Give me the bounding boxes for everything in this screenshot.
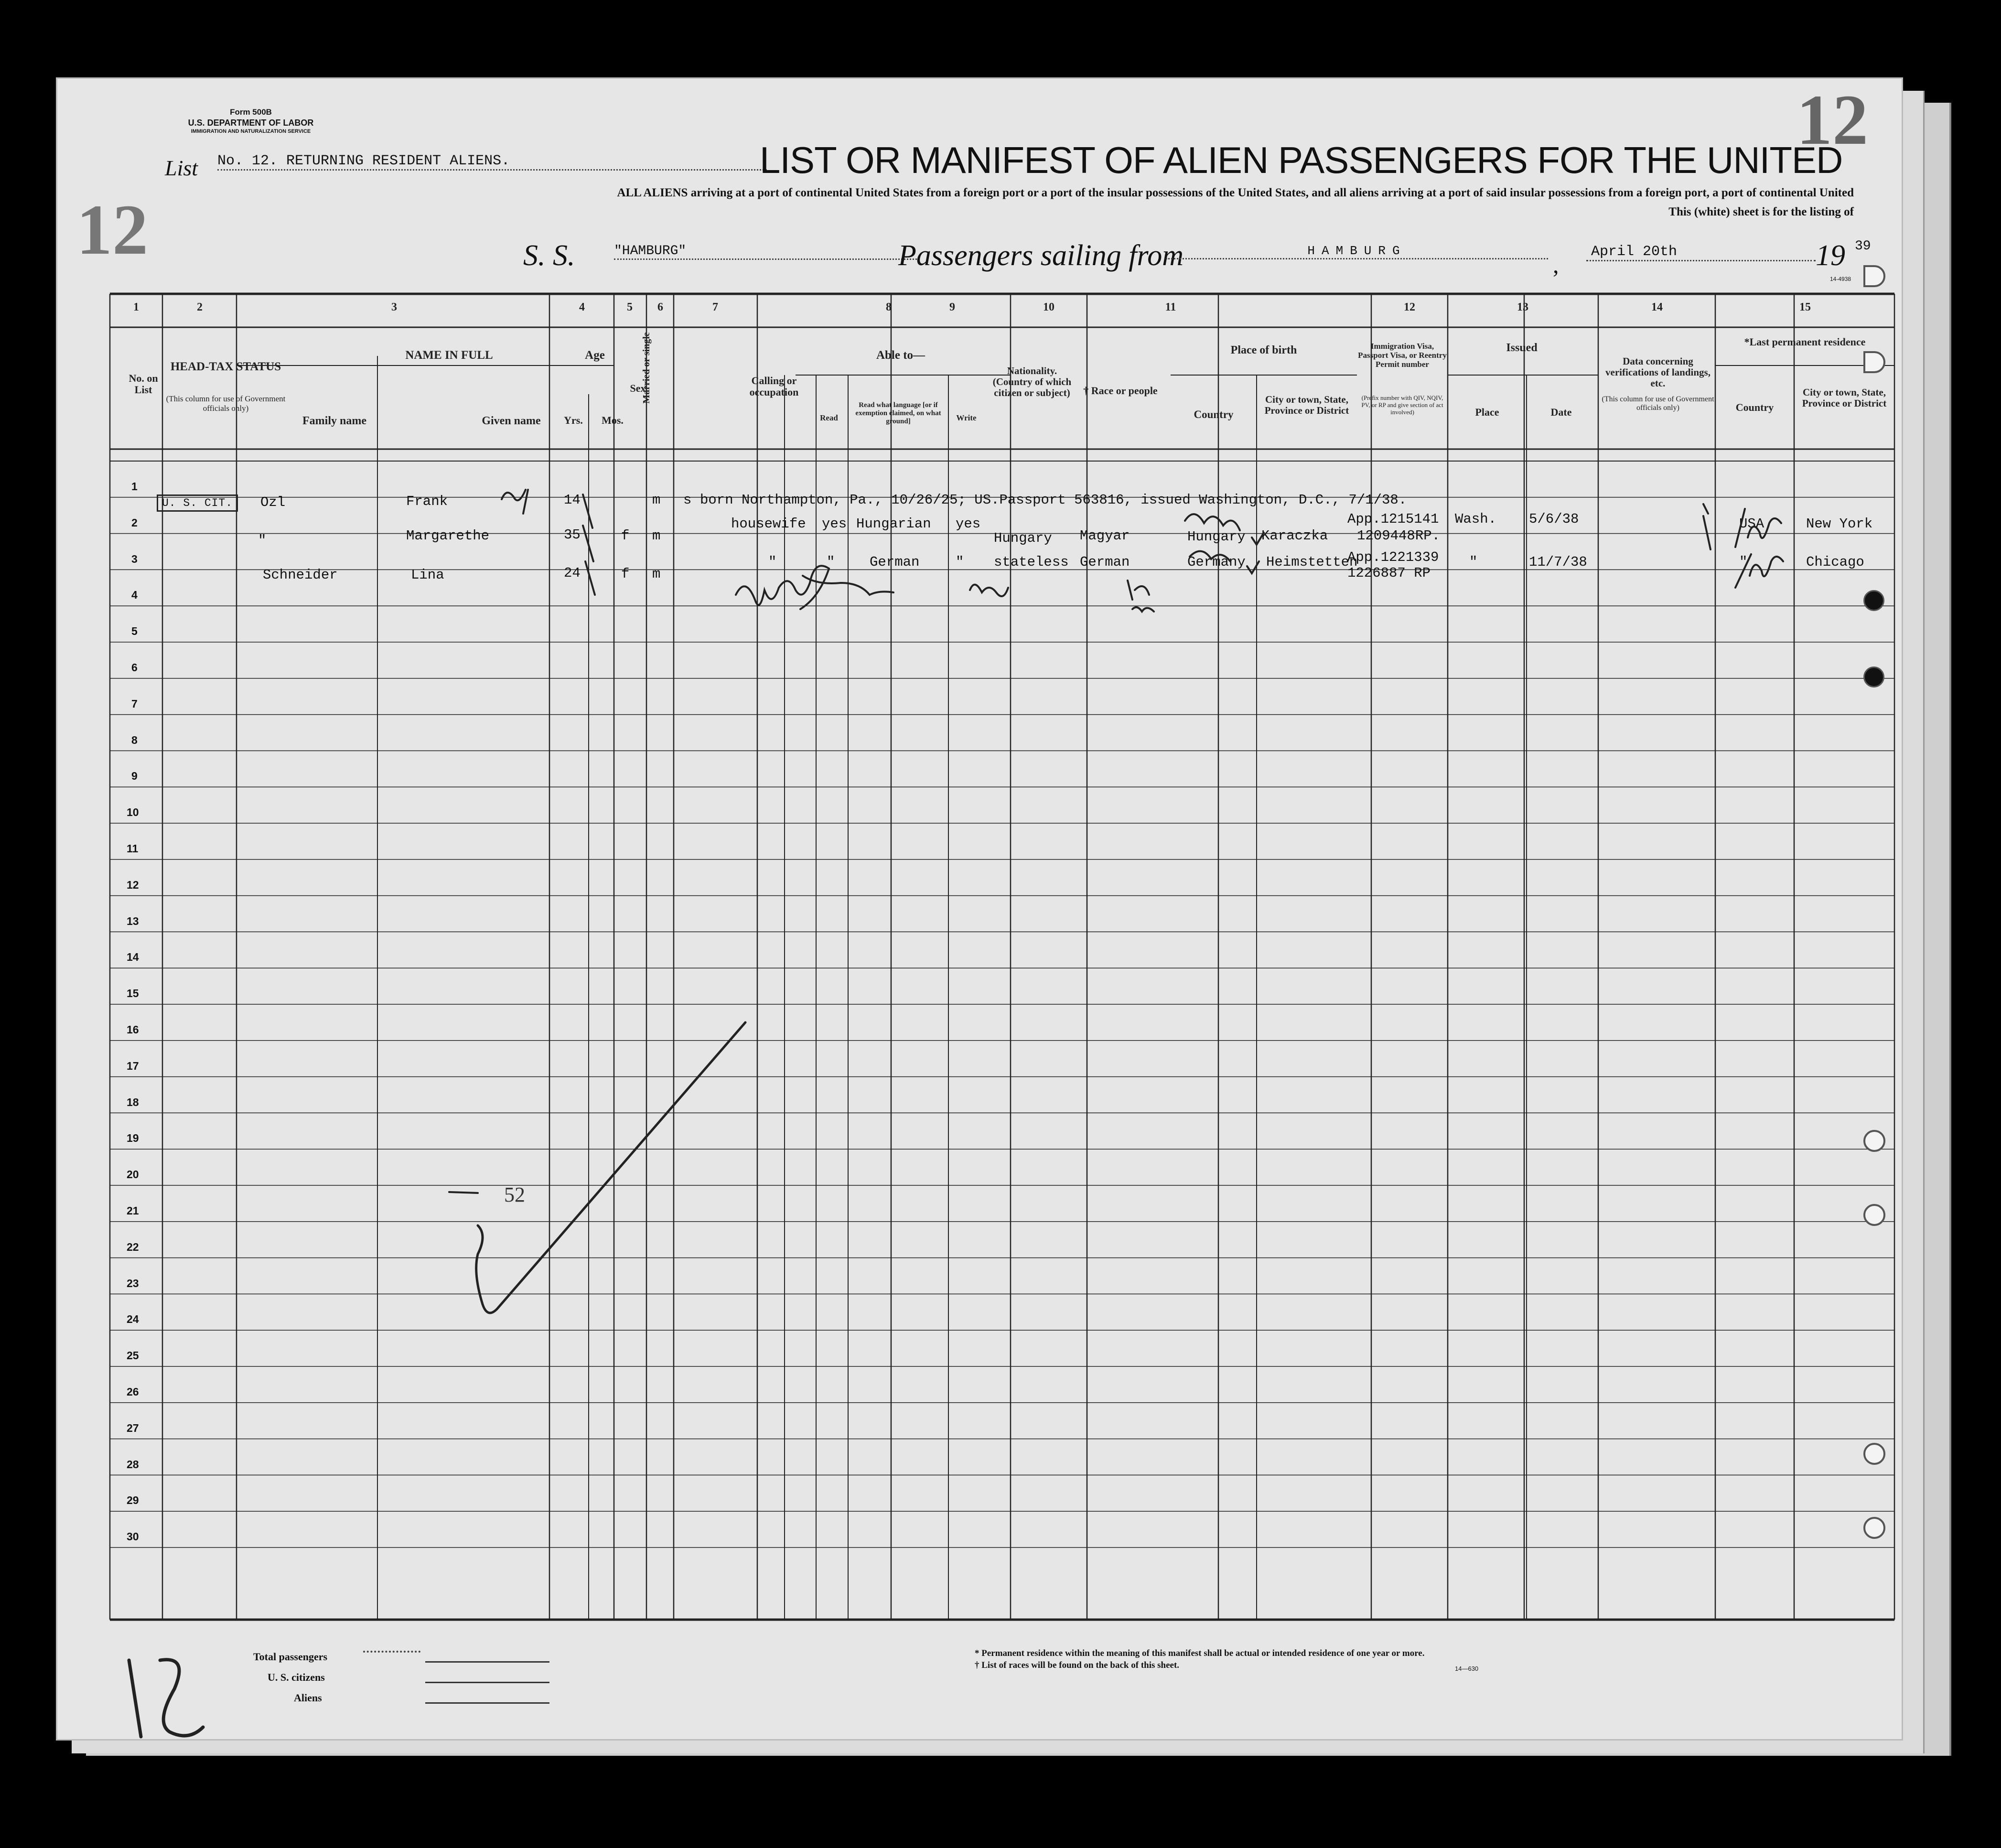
column-number: 7 [712,301,718,313]
r3-occupation-ditto: " [768,554,777,570]
header-visa: Immigration Visa, Passport Visa, or Reentry Permit number [1358,342,1447,369]
r2-language: Hungarian [856,516,931,532]
r3-write-ditto: " [956,554,964,570]
column-number: 10 [1043,301,1054,313]
sailing-from-label: Passengers sailing from [898,239,1184,272]
row-number: 7 [131,697,138,710]
us-citizen-stamp: U. S. CIT. [157,494,238,512]
row-number: 13 [127,914,139,927]
punch-hole [1863,590,1884,611]
handwritten-marks [57,79,1902,1739]
row-number: 17 [127,1059,139,1072]
column-number: 15 [1799,301,1811,313]
header-given-name: Given name [482,415,541,427]
row-number: 23 [127,1277,139,1289]
row-number: 11 [127,842,139,855]
r3-age: 24 [564,565,581,581]
time-note [1128,580,1154,612]
header-place-of-birth: Place of birth [1230,344,1297,356]
r2-given-name: Margarethe [406,528,490,544]
r2-issued-date: 5/6/38 [1529,511,1579,527]
pencil-count: 52 [504,1183,525,1206]
footer-code: 14—630 [1455,1665,1479,1672]
r2-read: yes [822,516,847,532]
row-number: 6 [131,661,138,674]
list-label: List [165,156,198,180]
r3-res-country-ditto: " [1739,554,1748,570]
punch-hole [1863,351,1885,373]
r3-sex: f [621,566,630,582]
r3-visa-line2: 1226887 RP [1347,565,1431,581]
header-race: † Race or people [1083,385,1158,397]
header-birth-country: Country [1194,408,1234,420]
column-number: 8 [886,301,892,313]
header-no-on-list: No. on List [129,372,158,396]
header-married-single: Married or single [641,332,652,404]
r2-age: 35 [564,527,581,543]
pencil-mark [1185,514,1240,530]
manifest-sheet [57,79,1902,1739]
r2-sex: f [621,528,630,544]
stamp-number-right: 12 [1797,80,1868,160]
footnote-races: † List of races will be found on the back of this sheet. [975,1660,1180,1670]
row-number: 26 [127,1386,139,1398]
header-name-in-full: NAME IN FULL [405,349,493,362]
footnote-residence: * Permanent residence within the meaning of this manifest shall be actual or intended residence of one year or more. [975,1648,1425,1658]
department-label: U.S. DEPARTMENT OF LABOR [188,118,314,128]
header-able-to: Able to— [876,349,925,362]
header-visa-note: (Prefix number with QIV, NQIV, PV, or RP and give section of act involved) [1361,394,1443,416]
year-suffix: 39 [1855,239,1871,254]
r3-issued-place-ditto: " [1469,554,1478,570]
r1-sex: m [652,492,661,508]
row-number: 8 [131,733,138,746]
ship-name: "HAMBURG" [614,244,920,260]
header-last-residence: *Last permanent residence [1744,336,1866,348]
row-number: 10 [127,806,139,819]
large-check-mark [476,1022,745,1313]
row-number: 15 [127,987,139,1000]
r2-issued-place: Wash. [1455,511,1497,527]
r2-family-ditto: " [258,533,267,548]
column-number: 2 [197,301,203,313]
header-head-tax: HEAD-TAX STATUS [170,360,281,373]
r2-visa-line2: 1209448RP. [1357,528,1441,544]
header-data-note: (This column for use of Government officials only) [1602,395,1714,412]
column-number: 11 [1165,301,1176,313]
subtitle-line2: This (white) sheet is for the listing of [1668,205,1854,218]
row-number: 3 [131,552,138,565]
column-number: 1 [133,301,139,313]
r2-birth-city: Karaczka [1261,528,1328,544]
row-number: 27 [127,1421,139,1434]
header-mos: Mos. [602,414,624,426]
comma-separator: , [1553,251,1559,278]
year-prefix: 19 [1816,239,1845,272]
header-birth-city: City or town, State, Province or District [1264,394,1349,416]
punch-hole [1863,1443,1885,1465]
footer-total-line [425,1661,549,1663]
tick-mark [583,526,593,561]
footer-aliens-label: Aliens [294,1692,322,1704]
subtitle-line1: ALL ALIENS arriving at a port of continental United States from a foreign port or a port of the insular possessions of the United States, and all aliens arriving at a port of said insular possessions from a foreign port, a port of continental United [617,186,1854,199]
r2-res-city: New York [1806,516,1873,532]
column-number: 12 [1404,301,1415,313]
r3-res-city: Chicago [1806,554,1864,570]
header-head-tax-note: (This column for use of Government officials only) [166,394,286,413]
footer-total-dots [349,1651,478,1662]
pencil-dash [449,1192,478,1193]
check-mark [1247,561,1259,573]
r1-given-name: Frank [406,494,448,509]
punch-hole [1863,1517,1885,1539]
header-issued-place: Place [1475,406,1499,418]
header-res-country: Country [1735,401,1774,413]
row-number: 20 [127,1168,139,1181]
r3-marital: m [652,566,661,582]
pencil-mark [1735,509,1781,547]
initials [970,585,1008,596]
tick-mark [1703,504,1708,514]
header-read-language: Read what language [or if exemption claimed, on what ground] [855,401,941,425]
row-number: 16 [127,1023,139,1036]
r2-write: yes [956,516,981,532]
row-number: 28 [127,1458,139,1471]
r1-remark: born Northampton, Pa., 10/26/25; US.Passport 563816, issued Washington, D.C., 7/1/38. [700,492,1407,508]
footer-total-passengers-label: Total passengers [253,1651,328,1663]
column-number: 14 [1651,301,1663,313]
r3-read-ditto: " [827,554,835,570]
header-write: Write [956,413,977,422]
list-value: No. 12. RETURNING RESIDENT ALIENS. [217,153,767,171]
pencil-mark [1735,554,1783,588]
header-age: Age [585,349,605,362]
header-sex: Sex [630,382,646,394]
r1-marital: s [683,492,692,508]
row-number: 21 [127,1204,139,1217]
punch-hole [1863,1130,1885,1152]
row-number: 29 [127,1494,139,1507]
r2-race: Magyar [1080,528,1130,544]
manifest-date: April 20th [1586,244,1816,261]
ss-label: S. S. [523,239,575,272]
column-number: 6 [657,301,663,313]
header-issued: Issued [1506,342,1538,354]
header-nationality: Nationality. (Country of which citizen or subject) [992,365,1072,398]
r3-family-name: Schneider [263,567,338,583]
form-number: Form 500B [230,107,272,117]
footer-handwritten-12 [129,1660,203,1737]
row-number: 9 [131,770,138,783]
header-calling: Calling or occupation [749,375,799,398]
r3-visa-line1: App.1221339 [1347,549,1439,565]
service-label: IMMIGRATION AND NATURALIZATION SERVICE [191,129,311,134]
header-family-name: Family name [302,415,366,427]
tick-mark [1703,516,1711,549]
check-mark [1252,533,1264,545]
row-number: 2 [131,516,138,529]
row-number: 22 [127,1240,139,1253]
footer-us-citizens-label: U. S. citizens [268,1671,325,1683]
r2-marital: m [652,528,661,544]
r2-nationality: Hungary [994,530,1052,546]
column-number: 13 [1517,301,1528,313]
header-read: Read [820,413,838,422]
r3-issued-date: 11/7/38 [1529,554,1587,570]
signature [736,566,893,609]
punch-hole [1863,1204,1885,1226]
r3-birth-country: Germany [1187,554,1246,570]
r3-language: German [870,554,920,570]
manifest-title: LIST OR MANIFEST OF ALIEN PASSENGERS FOR THE UNITED [760,139,1843,181]
row-number: 18 [127,1096,139,1108]
footer-aliens-line [425,1702,549,1704]
row-number: 12 [127,878,139,891]
row-number: 30 [127,1530,139,1543]
column-number: 4 [579,301,585,313]
tick-mark [585,561,595,595]
row-number: 25 [127,1349,139,1362]
row-number: 24 [127,1313,139,1326]
header-data-concerning: Data concerning verifications of landings, etc. [1605,355,1711,389]
r2-visa-line1: App.1215141 [1347,511,1439,527]
header-issued-date: Date [1550,406,1572,418]
pencil-mark [1190,551,1230,561]
column-number: 3 [391,301,397,313]
row-number: 14 [127,951,139,964]
initial-mark [502,490,526,500]
small-code: 14-4938 [1830,276,1851,282]
row-number: 4 [131,589,138,602]
header-res-city: City or town, State, Province or District [1802,387,1887,409]
r3-nationality: stateless [994,554,1069,570]
column-number: 9 [949,301,955,313]
column-number: 5 [627,301,633,313]
header-yrs: Yrs. [564,414,583,426]
sailing-from-port: HAMBURG [1166,244,1548,259]
tick-mark [583,494,592,528]
r2-birth-country: Hungary [1187,529,1246,545]
stamp-number-left: 12 [76,190,148,269]
row-number: 1 [131,480,138,493]
r1-age: 14 [564,492,581,508]
punch-hole [1863,666,1884,688]
r3-birth-city: Heimstetten [1266,554,1358,570]
row-number: 5 [131,625,138,638]
r3-race: German [1080,554,1130,570]
r2-res-country: USA. [1739,516,1773,532]
footer-citizens-line [425,1682,549,1683]
r2-occupation: housewife [731,516,806,532]
r3-given-name: Lina [411,567,444,583]
r1-family-name: Ozl [260,494,286,510]
row-number: 19 [127,1132,139,1145]
punch-hole [1863,265,1885,287]
